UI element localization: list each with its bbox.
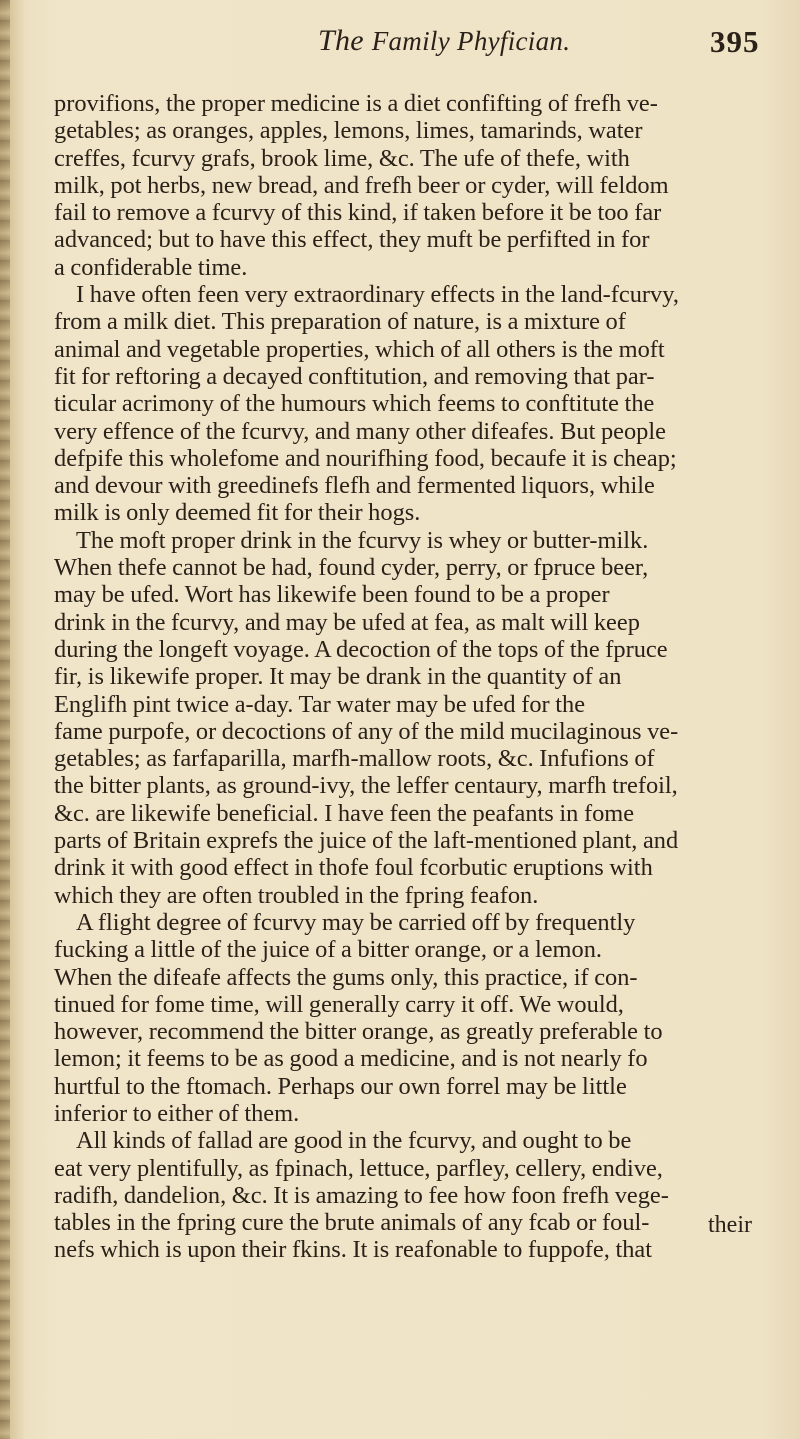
text-line: from a milk diet. This preparation of nature, is a mixture of bbox=[54, 308, 626, 336]
text-line: When the difeafe affects the gums only, this practice, if con- bbox=[54, 963, 638, 991]
text-line: hurtful to the ftomach. Perhaps our own forrel may be little bbox=[54, 1072, 627, 1100]
text-line: drink in the fcurvy, and may be ufed at fea, as malt will keep bbox=[54, 608, 640, 636]
catchword: their bbox=[708, 1212, 752, 1238]
text-line: drink it with good effect in thofe foul fcorbutic eruptions with bbox=[54, 854, 653, 882]
text-line: fit for reftoring a decayed conftitution, and removing that par- bbox=[54, 362, 655, 390]
text-line: during the longeft voyage. A decoction of the tops of the fpruce bbox=[54, 635, 668, 663]
text-line: tinued for fome time, will generally carry it off. We would, bbox=[54, 990, 624, 1018]
text-line: milk, pot herbs, new bread, and frefh beer or cyder, will feldom bbox=[54, 171, 669, 199]
text-line: and devour with greedinefs flefh and fermented liquors, while bbox=[54, 472, 655, 500]
binding-edge bbox=[0, 0, 10, 1439]
text-line: a confiderable time. bbox=[54, 253, 248, 281]
text-line: getables; as oranges, apples, lemons, limes, tamarinds, water bbox=[54, 117, 643, 145]
text-line: tables in the fpring cure the brute animals of any fcab or foul- bbox=[54, 1209, 650, 1237]
text-line: eat very plentifully, as fpinach, lettuce, parfley, cellery, endive, bbox=[54, 1154, 663, 1182]
text-line: advanced; but to have this effect, they muft be perfifted in for bbox=[54, 226, 650, 254]
text-line: creffes, fcurvy grafs, brook lime, &c. The ufe of thefe, with bbox=[54, 144, 630, 172]
text-line: A flight degree of fcurvy may be carried off by frequently bbox=[76, 908, 636, 936]
text-line: radifh, dandelion, &c. It is amazing to fee how foon frefh vege- bbox=[54, 1181, 669, 1209]
page-header bbox=[0, 24, 800, 74]
text-line: When thefe cannot be had, found cyder, perry, or fpruce beer, bbox=[54, 554, 649, 582]
text-line: fir, is likewife proper. It may be drank in the quantity of an bbox=[54, 663, 622, 691]
running-title-prefix: The bbox=[318, 24, 364, 57]
text-line: fail to remove a fcurvy of this kind, if taken before it be too far bbox=[54, 199, 662, 227]
text-line: lemon; it feems to be as good a medicine, and is not nearly fo bbox=[54, 1045, 648, 1073]
body-text bbox=[54, 90, 784, 1264]
text-line: animal and vegetable properties, which of all others is the moft bbox=[54, 335, 665, 363]
text-line: very effence of the fcurvy, and many other difeafes. But people bbox=[54, 417, 666, 445]
text-line: fame purpofe, or decoctions of any of the mild mucilaginous ve- bbox=[54, 717, 679, 745]
text-line: the bitter plants, as ground-ivy, the leffer centaury, marfh trefoil, bbox=[54, 772, 678, 800]
text-line: fucking a little of the juice of a bitter orange, or a lemon. bbox=[54, 936, 603, 964]
text-line: however, recommend the bitter orange, as greatly preferable to bbox=[54, 1018, 663, 1046]
text-line: may be ufed. Wort has likewife been found to be a proper bbox=[54, 581, 610, 609]
text-line: provifions, the proper medicine is a diet confifting of frefh ve- bbox=[54, 90, 658, 117]
running-title bbox=[318, 24, 570, 58]
text-line: nefs which is upon their fkins. It is reafonable to fuppofe, that bbox=[54, 1236, 653, 1264]
text-line: defpife this wholefome and nourifhing food, becaufe it is cheap; bbox=[54, 444, 677, 472]
text-line: inferior to either of them. bbox=[54, 1099, 300, 1127]
text-line: &c. are likewife beneficial. I have feen the peafants in fome bbox=[54, 799, 635, 827]
text-line: All kinds of fallad are good in the fcurvy, and ought to be bbox=[76, 1127, 632, 1155]
text-line: which they are often troubled in the fpring feafon. bbox=[54, 881, 539, 909]
text-line: I have often feen very extraordinary effects in the land-fcurvy, bbox=[76, 281, 679, 309]
page-number: 395 bbox=[710, 24, 760, 59]
text-line: Englifh pint twice a-day. Tar water may be ufed for the bbox=[54, 690, 586, 718]
text-line: parts of Britain exprefs the juice of the laft-mentioned plant, and bbox=[54, 827, 679, 855]
text-line: milk is only deemed fit for their hogs. bbox=[54, 499, 421, 527]
text-line: getables; as farfaparilla, marfh-mallow roots, &c. Infufions of bbox=[54, 745, 655, 773]
text-line: The moft proper drink in the fcurvy is whey or butter-milk. bbox=[76, 526, 649, 554]
text-line: ticular acrimony of the humours which feems to conftitute the bbox=[54, 390, 655, 418]
running-title-main: Family Phyfician. bbox=[371, 26, 571, 56]
